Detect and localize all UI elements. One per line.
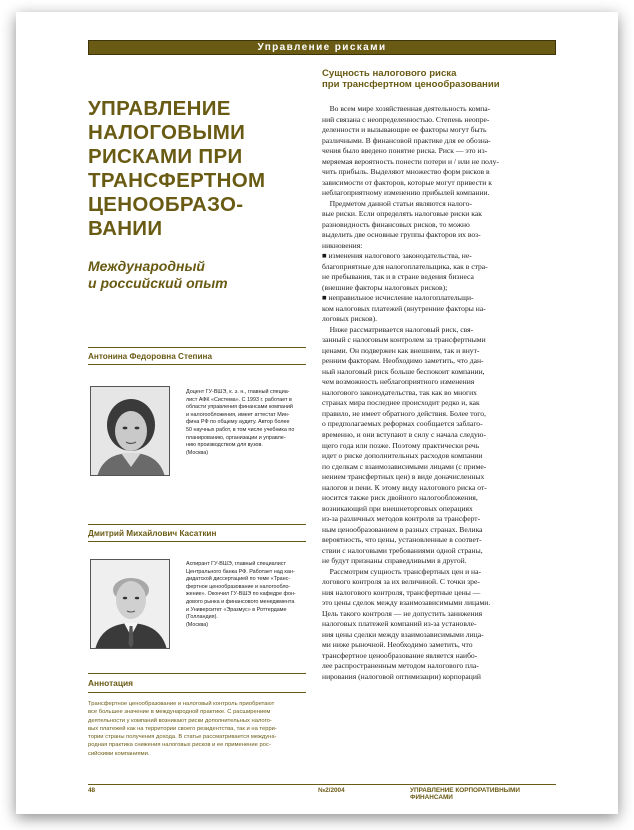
- portrait-woman-icon: [91, 387, 170, 476]
- abstract-divider-bottom: [88, 692, 306, 693]
- journal-page: [88, 40, 556, 801]
- author-divider-1: [88, 364, 306, 365]
- author-photo-2: [90, 559, 170, 649]
- left-column: [88, 55, 306, 766]
- page-number: 48: [88, 787, 96, 794]
- journal-name: УПРАВЛЕНИЕ КОРПОРАТИВНЫМИ ФИНАНСАМИ: [410, 787, 520, 801]
- author-photo-1: [90, 386, 170, 476]
- portrait-man-icon: [91, 560, 170, 649]
- issue-number: №2/2004: [318, 787, 345, 794]
- author-bio-1: Доцент ГУ-ВШЭ, к. э. н., главный специа- лист АФК «Система». С 1993 г. работает в области управления финансами компаний и налогообложения, имеет аттестат Мин- фина РФ по общему аудиту. Автор более 50 научных работ, в том числе учебника по планированию, организации и управле- нию производством для вузов. (Москва): [186, 389, 295, 456]
- footer-rule: [88, 784, 556, 785]
- author-name-2: Дмитрий Михайлович Касаткин: [88, 529, 217, 538]
- article-body: Во всем мире хозяйственная деятельность компа- ний связана с неопределенностью. Степень неопре- деленности и вызывающие ее факторы могут быть различными. В финансовой практике для ее обозна- чения было введено понятие риска. Риск — это из- меряемая вероятность понести потери и / или не полу- чить прибыль. Выделяют множество форм рисков в зависимости от факторов, которые могут привести к неблагоприятному изменению прибылей компании. Предметом данной статьи являются налого- вые риски. Если определять налоговые риски как разновидность финансовых рисков, то можно выделить две основные группы факторов их воз- никновения: ■ изменения налогового законодательства, не- благоприятные для налогоплательщика, как в стра- не пребывания, так и в стране ведения бизнеса (внешние факторы налоговых рисков); ■ неправильное исчисление налогоплательщи- ком налоговых платежей (внутренние факторы на- логовых рисков). Ниже рассматривается налоговый риск, свя- занный с налоговым контролем за трансфертными ценами. Он подвержен как внешним, так и внут- ренним факторам. Необходимо заметить, что дан- ный налоговый риск больше беспокоит компании, чем возможность неблагоприятного изменения налогового законодательства, так как во многих странах мира последнее происходит редко и, как правило, не имеет обратного действия. Более того, о предполагаемых реформах сообщается заблаго- временно, и они вступают в силу с начала следую- щего года или позже. Поэтому практически речь идет о риске дополнительных расходов компании по сделкам с взаимозависимыми лицами (с приме- нением трансфертных цен) в виде доначисленных налогов и пени. К этому виду налогового риска от- носится также риск двойного налогообложения, возникающий при внешнеторговых операциях из-за различных методов контроля за трансферт- ным ценообразованием в разных странах. Велика вероятность, что цены, установленные в соответ- ствии с налоговыми требованиями одной страны, не будут признаны справедливыми в другой. Рассмотрим сущность трансфертных цен и на- логового контроля за их величиной. С точки зре- ния налогового контроля, трансфертные цены — это цены сделок между взаимозависимыми лицами. Цель такого контроля — не допустить занижения налоговых платежей компаний из-за установле- ния цены сделки между взаимозависимыми лица- ми ниже рыночной. Необходимо заметить, что трансфертное ценообразование является наибо- лее распространенным методом налогового пла- нирования (налоговой оптимизации) корпораций: [322, 104, 499, 681]
- article-subtitle: Международный и российский опыт: [88, 258, 228, 291]
- abstract-heading: Аннотация: [88, 678, 134, 688]
- article-title: УПРАВЛЕНИЕ НАЛОГОВЫМИ РИСКАМИ ПРИ ТРАНСФЕРТНОМ ЦЕНООБРАЗО- ВАНИИ: [88, 97, 266, 240]
- author-name-1: Антонина Федоровна Степина: [88, 352, 213, 361]
- author-divider-3: [88, 541, 306, 542]
- author-divider-top: [88, 347, 306, 348]
- right-column: [322, 55, 556, 766]
- abstract-text: Трансфертное ценообразование и налоговый контроль приобретают все большее значение в международной практике. С расширением деятельности у компаний возникают риски дополнительных налого- вых платежей как на территории своего резидентства, так и на терри- тории страны получения дохода. В статье рассматривается междуна- родная практика снижения налоговых рисков и ее применение рос- сийскими компаниями.: [88, 701, 277, 757]
- section-title: Сущность налогового риска при трансфертном ценообразовании: [322, 68, 500, 90]
- abstract-divider-top: [88, 673, 306, 674]
- section-header-bar: Управление рисками: [88, 40, 556, 55]
- author-bio-2: Аспирант ГУ-ВШЭ, главный специалист Центрального банка РФ. Работает над кан- дидатской диссертацией по теме «Транс- фертное ценообразование и налогообло- жение». Окончил ГУ-ВШЭ по кафедре фон- дового рынка и финансового менеджмента и Университет «Эразмус» в Роттердаме (Голландия). (Москва): [186, 561, 296, 628]
- author-divider-2: [88, 524, 306, 525]
